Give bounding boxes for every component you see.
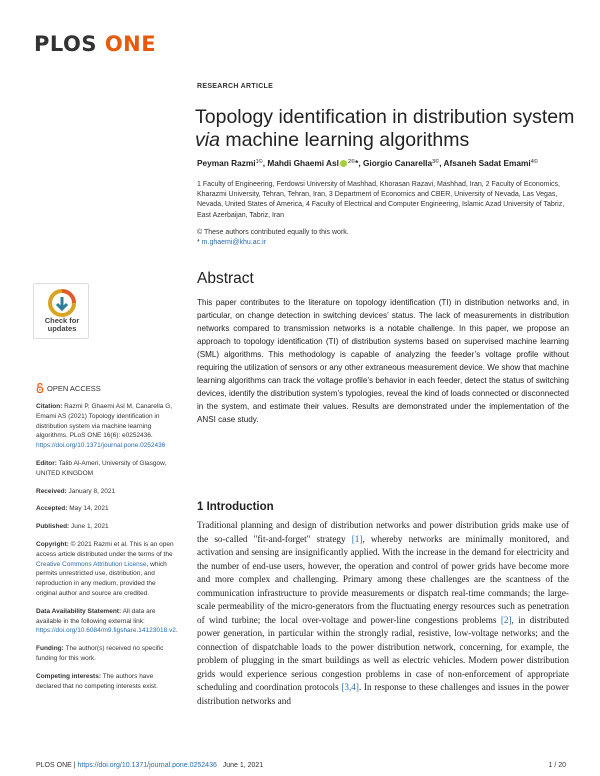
open-lock-icon (36, 383, 44, 393)
citation-text: Razmi P, Ghaemi Asl M, Canarella G, Emami AS (2021) Topology identification in distribution system via machine learning algorithms. PLoS ONE 16(6): e0252436. (36, 403, 173, 440)
editor (36, 459, 176, 479)
funding-label: Funding: (36, 645, 64, 653)
published-label: Published: (36, 523, 70, 531)
page-number: 1 / 20 (548, 762, 566, 769)
accepted-text: May 14, 2021 (67, 505, 109, 513)
logo-one: ONE (104, 32, 157, 56)
author-name[interactable]: Giorgio Canarella (362, 158, 433, 168)
abstract-heading: Abstract (197, 270, 254, 287)
received-date (36, 487, 176, 497)
footer-separator: | (71, 762, 78, 769)
footer-doi-link[interactable]: https://doi.org/10.1371/journal.pone.0252436 (77, 762, 217, 769)
page-footer (36, 762, 566, 769)
author-sup: 1© (255, 159, 263, 165)
footer-journal-line (36, 762, 263, 769)
data-availability (36, 607, 176, 636)
logo-plos: PLOS (34, 32, 98, 56)
copyright-label: Copyright: (36, 540, 69, 548)
corresponding-mark: * (355, 158, 359, 168)
reference-link[interactable]: [2] (500, 614, 512, 625)
email-prefix: * (197, 239, 202, 246)
citation-doi-link[interactable]: https://doi.org/10.1371/journal.pone.0252436 (36, 442, 166, 450)
accepted-date (36, 504, 176, 514)
citation-label: Citation: (36, 403, 63, 410)
author-name[interactable]: Peyman Razmi (197, 158, 256, 168)
funding-text: The author(s) received no specific funding for this work. (36, 645, 164, 662)
reference-link[interactable]: [3,4] (341, 682, 359, 692)
editor-text: Talib Al-Ameri, University of Glasgow, UNITED KINGDOM (36, 459, 167, 477)
title-rest: machine learning algorithms (219, 129, 470, 151)
copyright (36, 540, 176, 599)
intro-text: Traditional planning and design of distribution networks and power distribution grids make use of the so-called "fit-and-forget" strategy (197, 520, 569, 544)
article-type-label: RESEARCH ARTICLE (197, 83, 274, 90)
journal-logo[interactable] (34, 32, 156, 56)
copyright-text: © 2021 Razmi et al. This is an open access article distributed under the terms of the (36, 540, 174, 558)
abstract-text: This paper contributes to the literature on topology identification (TI) in distribution networks and, in particular, on change detection in switching devices’ status. The lack of measurements in distribution networks compared to transmission networks is a notable challenge. In this paper, we propose an approach to topology identification (TI) of distribution systems based on supervised machine learning (SML) algorithms. This methodology is capable of analyzing the feeder’s voltage profile without requiring the utilization of sensors or any other extraneous measurement device. We show that machine learning algorithms can track the voltage profile’s behavior in each feeder, detect the status of switching devices, identify the distribution system’s typologies, reveal the kind of loads connected or disconnected in the system, and estimate their values. Results are demonstrated under the implementation of the ANSI case study. (197, 298, 569, 425)
open-access-label (36, 383, 101, 393)
title-line1: Topology identification in distribution system (195, 106, 575, 128)
author-name[interactable]: Afsaneh Sadat Emami (443, 158, 531, 168)
check-for-updates-badge[interactable] (33, 283, 89, 339)
received-text: January 8, 2021 (66, 487, 116, 495)
intro-text: , in distributed power generation, in particular within the strongly radial, resistive, low-voltage networks; and the connection of dispatchable loads to the power distribution network, concerning, for example, the problem of plugging in the smart buildings as well as electric vehicles. Modern power distribution grids would experience serious congestion problems in case of non-enforcement of appropriate scheduling and coordination protocols (197, 614, 569, 692)
author-name[interactable]: Mahdi Ghaemi Asl (267, 158, 339, 168)
accepted-label: Accepted: (36, 505, 68, 513)
data-availability-end: . (175, 627, 178, 635)
author-list: Peyman Razmi$^{1©}$, Mahdi Ghaemi Asl $^{2©}$*, Giorgio Canarella$^{3©}$, Afsaneh Sadat Emami$^{4©}$ (197, 158, 538, 168)
corresponding-email-line (197, 238, 577, 248)
check-updates-icon (47, 289, 77, 317)
footer-journal: PLOS ONE (36, 762, 72, 769)
title-italic: via (195, 129, 220, 151)
competing-interests (36, 672, 176, 692)
editor-label: Editor: (36, 459, 57, 467)
author-sup: 4© (530, 159, 538, 165)
introduction-heading: 1 Introduction (197, 501, 274, 513)
footer-date: June 1, 2021 (222, 762, 264, 769)
article-info-sidebar (36, 402, 176, 699)
funding (36, 644, 176, 664)
author-sup: 3© (432, 159, 440, 165)
orcid-icon[interactable] (340, 160, 347, 167)
published-text: June 1, 2021 (69, 523, 109, 531)
competing-label: Competing interests: (36, 672, 102, 680)
competing-text: The authors have declared that no competing interests exist. (36, 672, 158, 690)
affiliations: 1 Faculty of Engineering, Ferdowsi University of Mashhad, Khorasan Razavi, Mashhad, Iran, 2 Faculty of Economics, Kharazmi University, Tehran, Tehran, Iran, 3 Department of Economics and CBER, University of Nevada, Las Vegas, Nevada, United States of America, 4 Faculty of Electrical and Computer Engineering, Islamic Azad University of Tabriz, East Azerbaijan, Tabriz, Iran (197, 181, 565, 219)
data-availability-text: All data are available in the following external link: (36, 607, 156, 625)
article-title (195, 106, 575, 152)
received-label: Received: (36, 487, 67, 495)
reference-link[interactable]: [1] (351, 533, 363, 544)
author-notes (197, 228, 577, 248)
email-link[interactable]: m.ghaemi@khu.ac.ir (201, 239, 266, 246)
data-availability-label: Data Availability Statement: (36, 607, 122, 615)
license-link[interactable]: Creative Commons Attribution License (36, 560, 147, 568)
published-date (36, 522, 176, 532)
intro-text: . In response to these challenges and issues in the power distribution networks and (197, 682, 569, 706)
open-access-text: OPEN ACCESS (47, 384, 101, 393)
author-sup: 2© (347, 159, 356, 165)
intro-text: , whereby networks are minimally monitored, and activation and sensing are insignificantly applied. With the increase in the demand for electricity and the number of end-use users, however, the operation and control of power grids have become more and more complex and challenging. Primary among these challenges are the scantness of the communication infrastructure to provide measurements or dispatch real-time commands; the large-scale permeability of the micro-generators from the fluctuating energy resources such as penetration of wind turbine; the local over-voltage and power-line congestions problems (197, 533, 569, 625)
introduction-text (197, 519, 569, 708)
data-link[interactable]: https://doi.org/10.6084/m9.figshare.14123018.v2 (36, 627, 176, 635)
citation (36, 402, 176, 451)
equal-contribution-note: © These authors contributed equally to this work. (197, 229, 349, 236)
check-updates-label: Check for updates (44, 316, 80, 333)
copyright-text-2: , which permits unrestricted use, distribution, and reproduction in any medium, provided the original author and source are credited. (36, 560, 167, 597)
